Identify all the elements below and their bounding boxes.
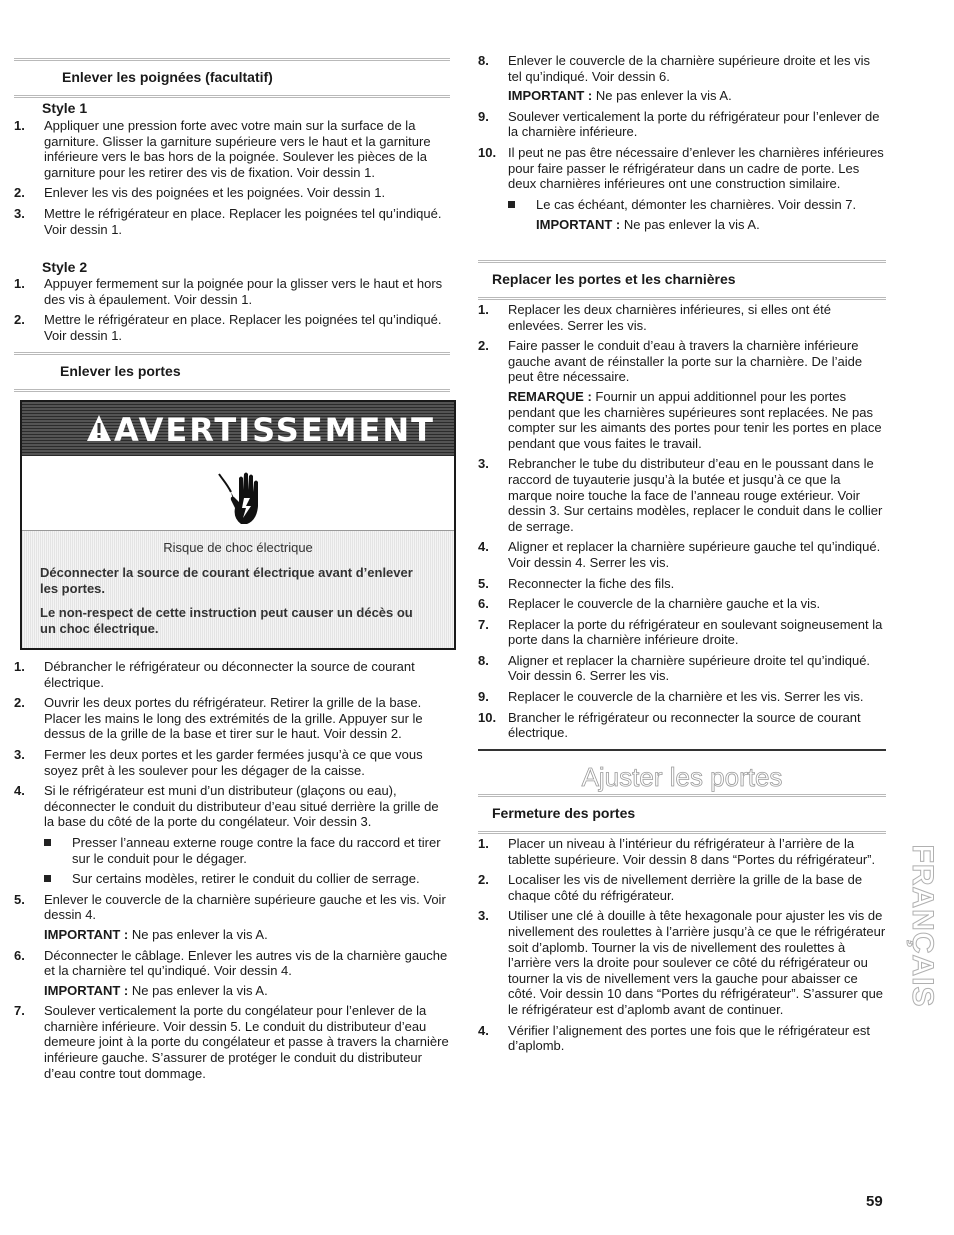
warning-banner [22,402,454,456]
section-title: Replacer les portes et les charnières [492,271,736,287]
list-item [14,659,450,690]
step-number: 7. [14,1003,25,1019]
step-number: 8. [478,53,489,68]
step-text: Reconnecter la fiche des fils. [508,575,675,591]
bullet-item [44,835,450,866]
list-item [478,576,886,592]
section-header-handles [14,58,450,98]
step-text: Mettre le réfrigérateur en place. Replacer les poignées tel qu’indiqué. Voir dessin 1. [44,312,442,343]
list-item [14,118,450,180]
step-number: 10. [478,144,497,160]
step-text: Mettre le réfrigérateur en place. Replacer les poignées tel qu’indiqué. Voir dessin 1. [44,205,442,237]
electric-shock-hand-icon [217,470,277,526]
list-item [14,892,450,943]
list-item [478,908,886,1017]
important-note [508,389,886,451]
warning-word: AVERTISSEMENT [114,411,435,449]
note-label: IMPORTANT : [44,926,129,942]
list-item [14,1003,450,1081]
step-text: Déconnecter le câblage. Enlever les autres vis de la charnière gauche et la charnière tel qu’indiqué. Voir dessin 4. [44,947,448,979]
step-number: 1. [478,302,489,317]
note-text: Ne pas enlever la vis A. [592,88,732,104]
section-title: Fermeture des portes [492,805,636,821]
list-item [478,539,886,570]
step-number: 2. [14,695,25,711]
step-text: Appliquer une pression forte avec votre main sur la surface de la garniture. Glisser la garniture supérieure vers le haut et la garniture inférieure vers le bas hors de la poignée. Soulever les pièces de la garniture pour les retirer des vis de fixation. Voir dessin 1. [44,118,431,180]
note-label: REMARQUE : [508,388,592,404]
list-item [478,710,886,741]
adjust-doors-title: Ajuster les portes [581,762,783,792]
list-item [14,312,450,343]
important-note [44,927,450,943]
list-item [478,596,886,612]
step-number: 3. [478,908,489,924]
bullet-square-icon [44,875,51,882]
step-text: Replacer les deux charnières inférieures, si elles ont été enlevées. Serrer les vis. [508,302,832,333]
step-number: 3. [478,456,489,472]
step-text: Soulever verticalement la porte du congélateur pour l’enlever de la charnière inférieure. Voir dessin 5. Le conduit du distributeur d’eau demeure joint à la porte du congélateur et passe à travers la charnière inférieure gauche. S’assurer de protéger le conduit du distributeur d’eau contre tout dommage. [44,1003,449,1081]
warning-consequence: Le non-respect de cette instruction peut causer un décès ou un choc électrique. [40,605,413,636]
bullet-list [44,835,450,887]
step-number: 8. [478,652,489,668]
step-text: Fermer les deux portes et les garder fermées jusqu’à ce que vous soyez prêt à les soulever pour les dégager de la caisse. [44,746,423,778]
step-text: Débrancher le réfrigérateur ou déconnecter la source de courant électrique. [44,659,415,690]
bullet-list [508,197,886,213]
warning-hazard: Risque de choc électrique [163,540,313,555]
list-item [478,302,886,333]
note-text: Ne pas enlever la vis A. [620,217,760,233]
step-number: 4. [478,1022,489,1038]
step-number: 4. [478,539,489,555]
door-removal-steps [14,659,450,1086]
bullet-square-icon [44,839,51,846]
warning-triangle-icon [86,413,112,443]
section-header-closing [478,794,886,834]
section-header-replace [478,260,886,300]
step-number: 6. [478,596,489,612]
step-text: Utiliser une clé à douille à tête hexagonale pour ajuster les vis de nivellement des roulettes à l’arrière jusqu’à ce que le réfrigérateur soit d’aplomb. Tourner la vis de nivellement des roulettes à l’arrière vers la droite pour soulever ce côté du réfrigérateur ou tourner la vis de nivellement vers la gauche pour abaisser ce côté. Voir dessin 10 dans “Portes du réfrigérateur”. S’assurer que le réfrigérateur est d’aplomb avant de continuer. [508,908,886,1017]
style1-title: Style 1 [42,100,88,116]
step-text: Appuyer fermement sur la poignée pour la glisser vers le haut et hors des vis à épaulement. Voir dessin 1. [44,276,443,307]
step-number: 4. [14,783,25,799]
list-item [14,185,450,201]
step-text: Il peut ne pas être nécessaire d’enlever les charnières inférieures pour faire passer le réfrigérateur dans un cadre de porte. Les deux charnières inférieures ont une construction similaire. [508,144,884,192]
section-title: Enlever les poignées (facultatif) [62,69,273,85]
note-label: IMPORTANT : [536,217,621,233]
warning-box [20,400,456,650]
step-text: Faire passer le conduit d’eau à travers la charnière inférieure gauche avant de réinstaller la porte sur la charnière. De l’aide peut être nécessaire. [508,338,863,385]
note-text: Ne pas enlever la vis A. [128,982,268,998]
list-item [478,109,886,140]
step-text: Aligner et replacer la charnière supérieure droite tel qu’indiqué. Voir dessin 6. Serrer les vis. [508,652,871,684]
warning-instruction: Déconnecter la source de courant électrique avant d’enlever les portes. [40,565,413,596]
step-number: 2. [478,338,489,354]
step-text: Rebrancher le tube du distributeur d’eau en le poussant dans le raccord de tuyauterie jusqu’à la butée et jusqu’à ce que la marque noire touche la face de l’anneau rouge extérieur. Voir dessin 3. Sur certains modèles, replacer le conduit dans le collier de serrage. [508,456,883,534]
style1-steps [14,118,450,242]
step-text: Replacer la porte du réfrigérateur en soulevant soigneusement la porte dans la charnière inférieure droite. [508,616,883,648]
bullet-text: Presser l’anneau externe rouge contre la face du raccord et tirer sur le conduit pour le dégager. [72,834,441,866]
door-removal-steps-continued [478,53,886,238]
step-number: 9. [478,108,489,124]
step-number: 1. [14,276,25,291]
list-item [478,1023,886,1054]
list-item [478,653,886,684]
list-item [478,836,886,867]
bullet-item [508,197,886,213]
important-note [508,88,886,104]
list-item [14,783,450,887]
step-text: Enlever le couvercle de la charnière supérieure gauche et les vis. Voir dessin 4. [44,891,446,923]
list-item [14,948,450,999]
step-text: Enlever les vis des poignées et les poignées. Voir dessin 1. [44,185,386,201]
style2-steps [14,276,450,348]
closing-steps [478,836,886,1059]
replace-steps [478,302,886,746]
warning-text-area [22,530,454,648]
step-number: 1. [478,836,489,851]
step-number: 5. [478,575,489,591]
step-text: Replacer le couvercle de la charnière et les vis. Serrer les vis. [508,689,864,705]
list-item [478,338,886,451]
step-number: 7. [478,616,489,632]
step-text: Brancher le réfrigérateur ou reconnecter la source de courant électrique. [508,709,861,741]
bullet-text: Sur certains modèles, retirer le conduit du collier de serrage. [72,871,420,887]
step-text: Replacer le couvercle de la charnière gauche et la vis. [508,596,821,612]
step-text: Placer un niveau à l’intérieur du réfrigérateur à l’arrière de la tablette supérieure. Voir dessin 8 dans “Portes du réfrigérateur”. [508,836,876,867]
step-number: 9. [478,689,489,705]
style2-title: Style 2 [42,259,88,275]
step-text: Soulever verticalement la porte du réfrigérateur pour l’enlever de la charnière inférieure. [508,108,880,140]
note-text: Fournir un appui additionnel pour les portes pendant que les charnières supérieures sont replacées. Ne pas compter sur les aimants des portes pour tenir les portes en place pendant que vous faites le travail. [508,388,882,451]
bullet-item [44,871,450,887]
step-number: 2. [14,185,25,201]
step-text: Localiser les vis de nivellement derrière la grille de la base de chaque côté du réfrigérateur. [508,872,863,903]
important-note [508,217,886,233]
section-title: Enlever les portes [60,363,181,379]
section-header-doors [14,352,450,392]
note-label: IMPORTANT : [44,982,129,998]
bullet-square-icon [508,201,515,208]
step-text: Ouvrir les deux portes du réfrigérateur. Retirer la grille de la base. Placer les mains le long des extrémités de la grille. Appuyer sur le dessus de la grille de la base et tirer sur le haut. Voir dessin 2. [44,695,423,742]
step-number: 1. [14,118,25,133]
step-text: Aligner et replacer la charnière supérieure gauche tel qu’indiqué. Voir dessin 4. Serrer les vis. [508,539,881,570]
list-item [478,872,886,903]
step-number: 10. [478,709,497,725]
step-number: 3. [14,746,25,762]
step-number: 5. [14,891,25,907]
step-text: Vérifier l’alignement des portes une fois que le réfrigérateur est d’aplomb. [508,1022,871,1054]
bullet-text: Le cas échéant, démonter les charnières. Voir dessin 7. [536,196,857,212]
list-item [478,689,886,705]
list-item [478,617,886,648]
step-number: 2. [478,872,489,888]
step-text: Si le réfrigérateur est muni d’un distributeur (glaçons ou eau), déconnecter le conduit du distributeur d’eau situé derrière la grille de la base du côté de la porte du congélateur. Voir dessin 3. [44,783,439,830]
language-side-tab [906,844,939,1008]
important-note [44,983,450,999]
step-number: 6. [14,947,25,963]
list-item [14,206,450,237]
side-tab-label: FRANÇAIS [906,844,939,1008]
step-number: 2. [14,312,25,328]
step-number: 3. [14,205,25,221]
step-number: 1. [14,659,25,674]
list-item [478,456,886,534]
note-text: Ne pas enlever la vis A. [128,926,268,942]
list-item [478,53,886,104]
divider [478,749,886,751]
step-text: Enlever le couvercle de la charnière supérieure droite et les vis tel qu’indiqué. Voir dessin 6. [508,53,871,84]
note-label: IMPORTANT : [508,88,593,104]
list-item [14,695,450,742]
page-number: 59 [866,1193,883,1210]
list-item [478,145,886,233]
list-item [14,747,450,778]
list-item [14,276,450,307]
